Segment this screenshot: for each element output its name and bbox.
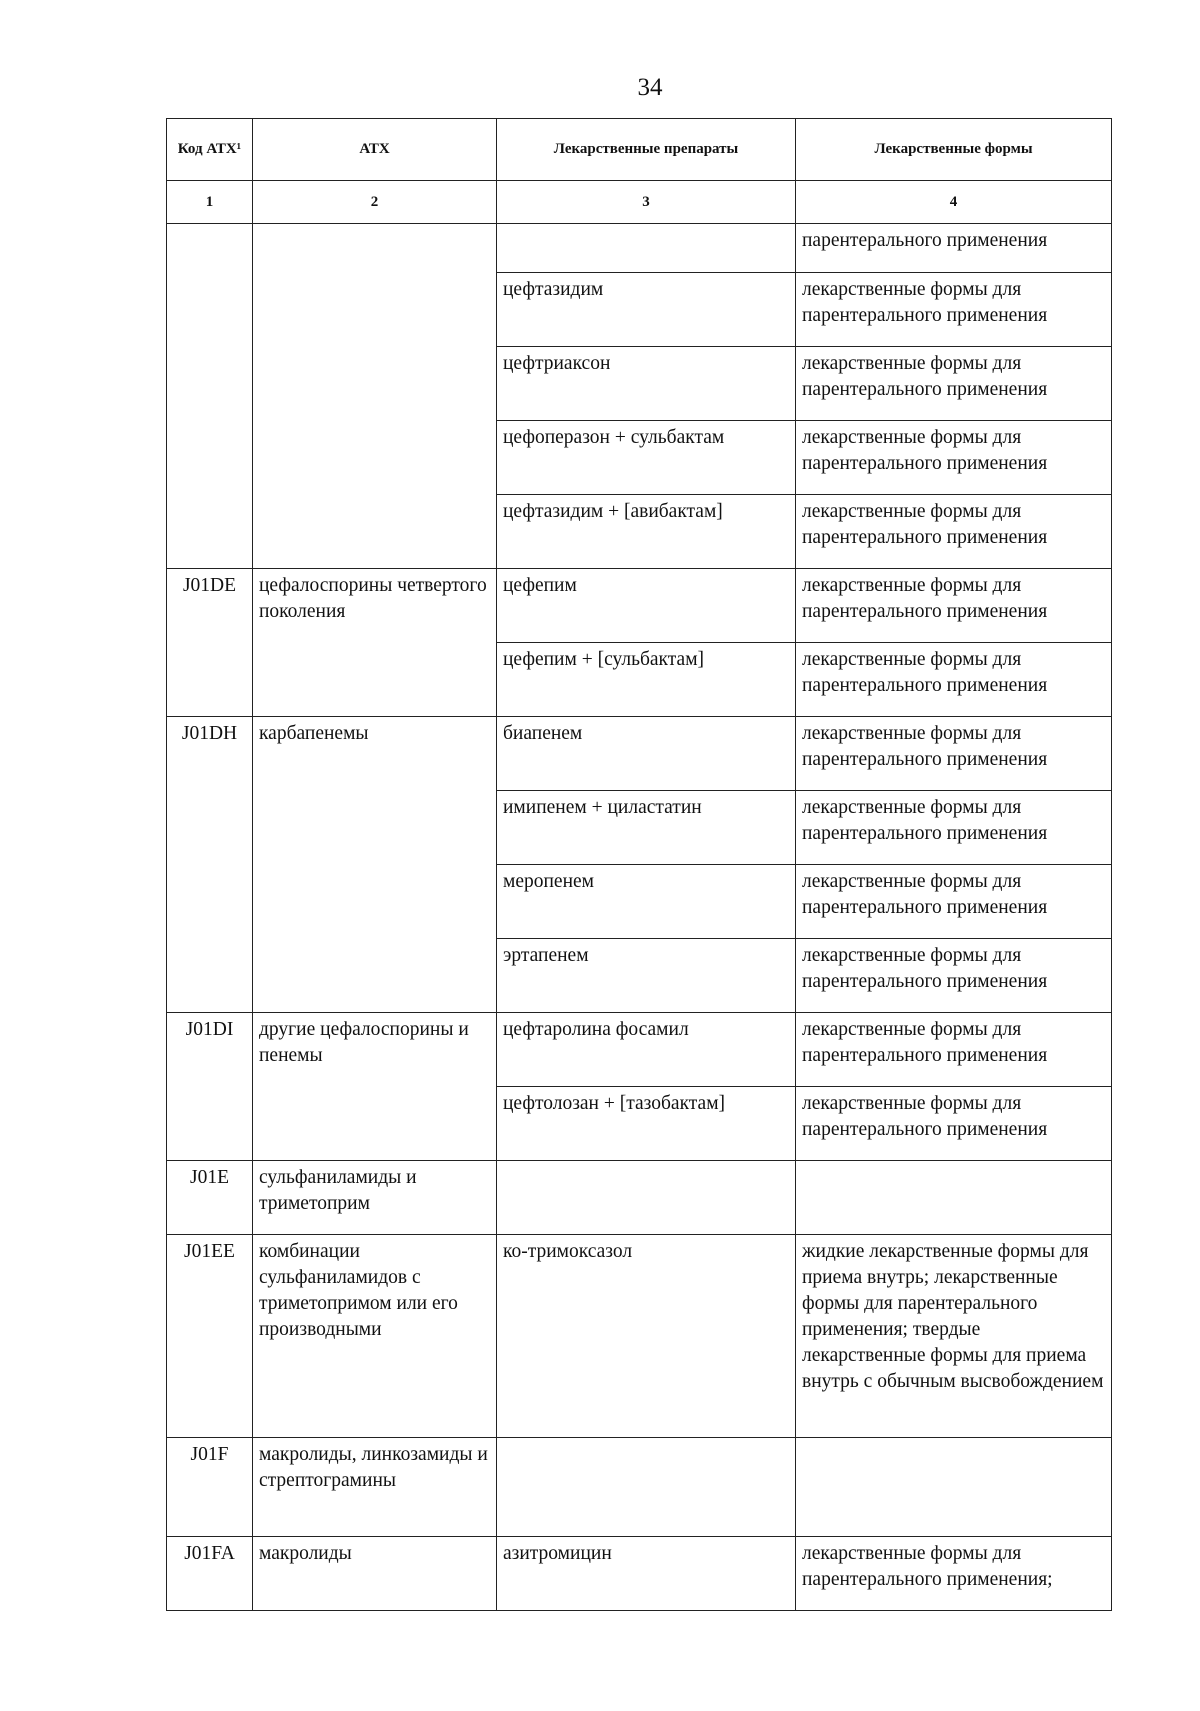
drug-cell: меропенем [497,865,796,939]
form-cell: лекарственные формы для парентерального применения [796,347,1112,421]
drug-cell: биапенем [497,717,796,791]
column-number: 3 [497,181,796,224]
drug-cell: эртапенем [497,939,796,1013]
form-cell: лекарственные формы для парентерального применения [796,1013,1112,1087]
drug-cell: имипенем + циластатин [497,791,796,865]
table-row [167,1438,1112,1537]
form-cell: лекарственные формы для парентерального применения [796,495,1112,569]
atx-name-cell: макролиды [253,1537,497,1611]
drug-cell: цефепим [497,569,796,643]
form-cell: лекарственные формы для парентерального применения [796,717,1112,791]
drug-cell [497,1161,796,1235]
drug-cell: ко-тримоксазол [497,1235,796,1438]
drug-cell [497,1438,796,1537]
atx-name-cell: другие цефалоспорины и пенемы [253,1013,497,1161]
table-row [167,1013,1112,1087]
drug-cell: цефтазидим + [авибактам] [497,495,796,569]
atx-code-cell: J01DE [167,569,253,717]
atx-code-cell: J01FA [167,1537,253,1611]
drug-cell: цефоперазон + сульбактам [497,421,796,495]
header-atx: АТХ [253,119,497,181]
form-cell: лекарственные формы для парентерального применения [796,939,1112,1013]
header-code: Код АТХ¹ [167,119,253,181]
form-cell: лекарственные формы для парентерального применения [796,643,1112,717]
form-cell: лекарственные формы для парентерального применения [796,791,1112,865]
drug-cell: цефтаролина фосамил [497,1013,796,1087]
column-number-row [167,181,1112,224]
form-cell: парентерального применения [796,224,1112,273]
table-row [167,224,1112,273]
drug-cell [497,224,796,273]
form-cell [796,1438,1112,1537]
column-number: 2 [253,181,497,224]
page-number: 34 [637,74,663,101]
form-cell: лекарственные формы для парентерального применения [796,865,1112,939]
table-row [167,1161,1112,1235]
column-number: 1 [167,181,253,224]
drug-cell: цефтолозан + [тазобактам] [497,1087,796,1161]
table-row [167,1235,1112,1438]
form-cell [796,1161,1112,1235]
header-row [167,119,1112,181]
atx-code-cell: J01F [167,1438,253,1537]
column-number: 4 [796,181,1112,224]
header-forms: Лекарственные формы [796,119,1112,181]
header-drugs: Лекарственные препараты [497,119,796,181]
drug-cell: цефтазидим [497,273,796,347]
form-cell: лекарственные формы для парентерального применения; [796,1537,1112,1611]
atx-code-cell [167,224,253,569]
atx-code-cell: J01E [167,1161,253,1235]
form-cell: лекарственные формы для парентерального применения [796,273,1112,347]
drug-cell: азитромицин [497,1537,796,1611]
atx-code-cell: J01DI [167,1013,253,1161]
table-row [167,717,1112,791]
drug-cell: цефтриаксон [497,347,796,421]
drug-cell: цефепим + [сульбактам] [497,643,796,717]
atx-code-cell: J01EE [167,1235,253,1438]
form-cell: лекарственные формы для парентерального применения [796,421,1112,495]
table-row [167,1537,1112,1611]
atx-name-cell: карбапенемы [253,717,497,1013]
atx-name-cell [253,224,497,569]
atx-name-cell: комбинации сульфаниламидов с триметопримом или его производными [253,1235,497,1438]
atx-name-cell: макролиды, линкозамиды и стрептограмины [253,1438,497,1537]
atx-code-cell: J01DH [167,717,253,1013]
form-cell: лекарственные формы для парентерального применения [796,1087,1112,1161]
atx-name-cell: сульфаниламиды и триметоприм [253,1161,497,1235]
form-cell: лекарственные формы для парентерального применения [796,569,1112,643]
table-row [167,569,1112,643]
atx-name-cell: цефалоспорины четвертого поколения [253,569,497,717]
drug-table [166,118,1112,1611]
form-cell: жидкие лекарственные формы для приема внутрь; лекарственные формы для парентерального применения; твердые лекарственные формы для приема внутрь с обычным высвобождением [796,1235,1112,1438]
